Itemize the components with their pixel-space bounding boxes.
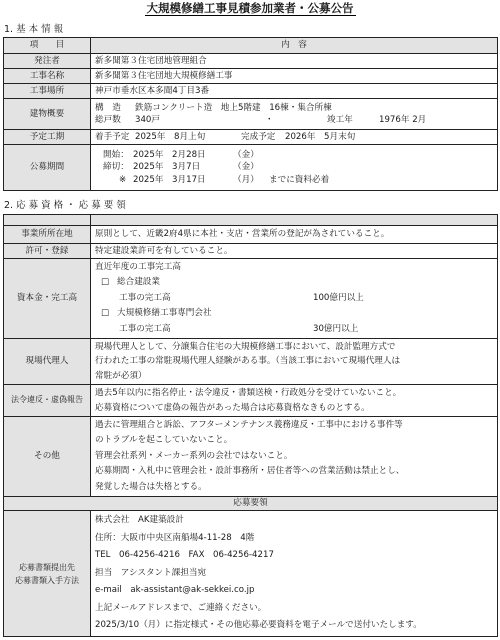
open-day: （金） [233,149,259,160]
structure-label: 構 造 [95,102,121,113]
section-basic-info-heading: 1. 基 本 情 報 [4,24,64,35]
bullet: ・ [265,115,274,125]
table-header-row [4,38,498,54]
open-value: 2025年 2月28日 [133,149,206,160]
note-text: までに資料必着 [269,174,330,185]
checkbox-icon: □ [101,308,110,319]
other-line: 発覚した場合は失格とする。 [95,481,207,492]
section-qualification-heading: 2. 応 募 資 格 ・ 応 募 要 領 [4,200,126,211]
agent-label: 現場代理人 [4,339,91,385]
category-general: 総合建設業 [117,277,160,288]
amount-label-general: 工事の完工高 [119,292,171,303]
structure-value: 鉄筋コンクリート造 地上5階建 16棟・集合所棟 [135,102,332,113]
agent-line: 現場代理人として、分譲集合住宅の大規模修繕工事において、設計監理方式で [95,341,396,352]
orderer-value: 新多聞第３住宅団地管理組合 [91,54,498,69]
page-title-text: 大規模修繕工事見積参加業者・公募公告 [146,1,354,15]
open-label: 開始： [103,149,129,160]
agent-line: 常駐が必須） [95,370,147,381]
guideline-header-row [4,497,498,511]
table-row [4,417,498,497]
completion-value: 1976年 2月 [379,115,427,125]
building-label: 建物概要 [4,99,91,130]
other-line: のトラブルを起こしていないこと。 [95,435,233,446]
other-line: 過去に管理組合と訴訟、アフターメンテナンス義務違反・工事中における事件等 [95,419,403,430]
close-value: 2025年 3月7日 [133,162,201,173]
amount-specialist: 30億円以上 [313,323,359,334]
orderer-label: 発注者 [4,54,91,69]
units-label: 総戸数 [95,115,121,125]
basic-info-table [3,37,498,191]
contact-email: e-mail ak-assistant@ak-sekkei.co.jp [95,585,255,596]
category-specialist: 大規模修繕工事専門会社 [117,308,212,319]
amount-label-specialist: 工事の完工高 [119,323,171,334]
qualification-table [3,214,498,637]
other-line: 応募期間・入札中に管理会社・設計事務所・居住者等への営業活動は禁止とし、 [95,466,405,477]
note-day: （月） [233,174,259,185]
table-row [4,244,498,259]
table-row [4,339,498,385]
amount-general: 100億円以上 [313,292,364,303]
email-note: 上記メールアドレスまで、ご連絡ください。 [95,602,267,613]
building-value [91,99,498,130]
office-value: 原則として、近畿2府4県に本社・支店・営業所の登記が為されていること。 [91,226,498,244]
site-value: 神戸市垂水区本多聞4丁目3番 [91,84,498,99]
start-label: 着手予定 [95,131,130,142]
page-title [0,0,500,18]
column-header-item: 項 目 [4,38,91,54]
table-row [4,259,498,339]
license-value: 特定建設業許可を有していること。 [91,244,498,259]
license-label: 許可・登録 [4,244,91,259]
other-line: 管理会社系列・メーカー系列の会社ではないこと。 [95,450,293,461]
table-row [4,69,498,84]
table-row [4,99,498,130]
units-value: 340戸 [135,115,160,125]
submission-label [4,511,91,637]
violation-line: 応募資格について虚偽の報告があった場合は応募資格なきものとする。 [95,402,370,413]
schedule-value [91,130,498,145]
company-name: 株式会社 AK建築設計 [95,515,184,526]
site-label: 工事場所 [4,84,91,99]
note-mark: ※ [119,174,127,185]
note-date: 2025年 3月17日 [133,174,206,185]
period-value [91,145,498,191]
table-row [4,54,498,69]
other-value [91,417,498,497]
capital-label: 資本金・完工高 [4,259,91,339]
project-name-value: 新多聞第３住宅団地大規模修繕工事 [91,69,498,84]
other-label: その他 [4,417,91,497]
table-row [4,226,498,244]
company-address: 住所：大阪市中央区南船場4-11-28 4階 [95,532,255,543]
violation-value [91,385,498,417]
capital-intro: 直近年度の工事完工高 [95,261,181,272]
table-header-row [4,215,498,226]
company-phone: TEL 06-4256-4216 FAX 06-4256-4217 [95,550,274,561]
schedule-label: 予定工期 [4,130,91,145]
table-row [4,511,498,637]
column-header-content: 内 容 [91,38,498,54]
guideline-header: 応募要領 [4,497,498,511]
header-blank-left [4,215,91,226]
agent-value [91,339,498,385]
header-blank-right [91,215,498,226]
capital-value [91,259,498,339]
violation-line: 過去5年以内に指名停止・法令違反・書類送検・行政処分を受けていないこと。 [95,387,402,398]
end-value: 2026年 5月末旬 [285,131,356,142]
submission-value [91,511,498,637]
start-value: 2025年 8月上旬 [135,131,206,142]
project-name-label: 工事名称 [4,69,91,84]
checkbox-icon: □ [101,277,110,288]
table-row [4,84,498,99]
period-label: 公募期間 [4,145,91,191]
contact-person: 担当 アシスタント課担当宛 [95,567,207,578]
completion-label: 竣工年 [327,115,353,125]
submission-label-line: 応募書類提出先 [19,562,75,572]
table-row [4,130,498,145]
close-label: 締切： [103,162,129,173]
close-day: （金） [233,162,259,173]
violation-label: 法令違反・虚偽報告 [4,385,91,417]
table-row [4,145,498,191]
table-row [4,385,498,417]
agent-line: 行われた工事の常駐現場代理人経験がある事。（当該工事において現場代理人は [95,356,401,367]
office-label: 事業所所在地 [4,226,91,244]
document-deadline: 2025/3/10（月）に指定様式・その他応募必要資料を電子メールで送付いたします。 [95,620,422,631]
end-label: 完成予定 [241,131,276,142]
submission-label-line: 応募書類入手方法 [15,575,79,585]
